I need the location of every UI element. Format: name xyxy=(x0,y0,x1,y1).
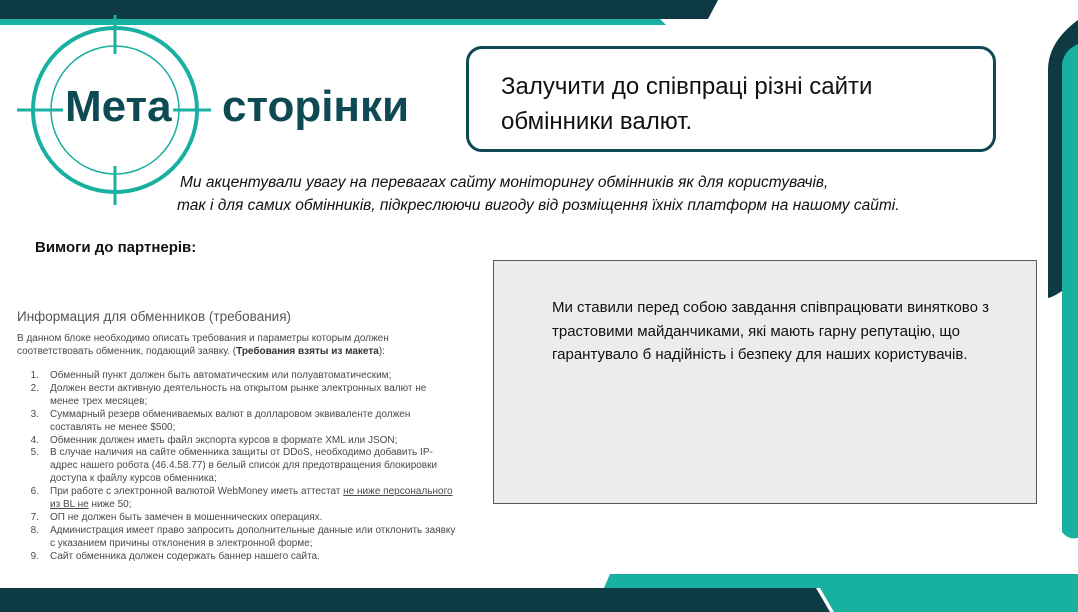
list-item-text xyxy=(50,486,457,512)
list-item-text-underlined: не ниже персонального из BL не xyxy=(50,486,453,511)
list-item-number: 9. xyxy=(30,550,39,562)
list-item-text-start: При работе с электронной валютой WebMoney иметь аттестат xyxy=(50,486,344,498)
list-item xyxy=(17,486,457,512)
list-item xyxy=(17,435,457,448)
title-word-pages: сторінки xyxy=(222,82,410,131)
list-item-number: 7. xyxy=(30,511,39,523)
subtitle xyxy=(177,171,980,217)
document-intro-bold: Требования взяты из макета xyxy=(236,345,379,357)
requirements-document xyxy=(17,309,457,564)
list-item-number: 5. xyxy=(30,447,39,459)
document-intro xyxy=(17,333,457,358)
list-item xyxy=(17,409,457,435)
list-item xyxy=(17,551,457,564)
info-text: Ми ставили перед собою завдання співпрацювати винятково з трастовими майданчиками, які мають гарну репутацію, що гарантувало б надійність і безпеку для наших користувачів. xyxy=(552,299,989,363)
list-item xyxy=(17,447,457,486)
list-item-text: ОП не должен быть замечен в мошеннических операциях. xyxy=(50,511,323,523)
list-item-text-end: ниже 50; xyxy=(88,499,132,511)
list-item xyxy=(17,525,457,551)
list-item xyxy=(17,370,457,383)
list-item-number: 2. xyxy=(30,382,39,394)
subtitle-line-1: Ми акцентували увагу на перевагах сайту моніторингу обмінників як для користувачів, xyxy=(180,174,829,191)
list-item xyxy=(17,512,457,525)
list-item-text: Сайт обменника должен содержать баннер нашего сайта. xyxy=(50,550,320,562)
list-item-text: Суммарный резерв обмениваемых валют в долларовом эквиваленте должен составлять не менее $500; xyxy=(50,408,411,433)
requirements-list xyxy=(17,370,457,564)
list-item-text: Обменный пункт должен быть автоматическим или полуавтоматическим; xyxy=(50,370,392,381)
document-title: Информация для обменников (требования) xyxy=(17,309,292,324)
document-intro-text: В данном блоке необходимо описать требования и параметры которым должен соответствовать обменник, подающий заявку. ( xyxy=(17,333,389,357)
list-item-text: Обменник должен иметь файл экспорта курсов в формате XML или JSON; xyxy=(50,434,398,446)
document-intro-end: ): xyxy=(378,345,385,357)
list-item-number: 8. xyxy=(30,524,39,536)
list-item-number: 6. xyxy=(30,486,39,498)
bottom-decorative-bar xyxy=(0,560,1078,612)
list-item-number: 1. xyxy=(30,370,39,381)
info-box xyxy=(493,260,1037,504)
requirements-label: Вимоги до партнерів: xyxy=(35,239,197,256)
right-decorative-edge xyxy=(1040,20,1078,550)
subtitle-line-2: так і для самих обмінників, підкреслюючи вигоду від розміщення їхніх платформ на нашому сайті. xyxy=(177,197,900,214)
list-item-number: 3. xyxy=(30,408,39,420)
list-item-text: Администрация имеет право запросить дополнительные данные или отклонить заявку с указанием причины отклонения в электронной форме; xyxy=(50,524,456,549)
list-item-text: В случае наличия на сайте обменника защиты от DDoS, необходимо добавить IP-адрес нашего робота (46.4.58.77) в белый список для предотвращения блокировки доступа к файлу курсов обменника; xyxy=(50,447,438,485)
list-item-text: Должен вести активную деятельность на открытом рынке электронных валют не менее трех месяцев; xyxy=(50,382,427,407)
list-item xyxy=(17,383,457,409)
goal-box xyxy=(466,46,996,152)
list-item-number: 4. xyxy=(30,434,39,446)
title-word-meta: Мета xyxy=(65,82,172,131)
goal-text: Залучити до співпраці різні сайти обмінники валют. xyxy=(501,73,873,135)
